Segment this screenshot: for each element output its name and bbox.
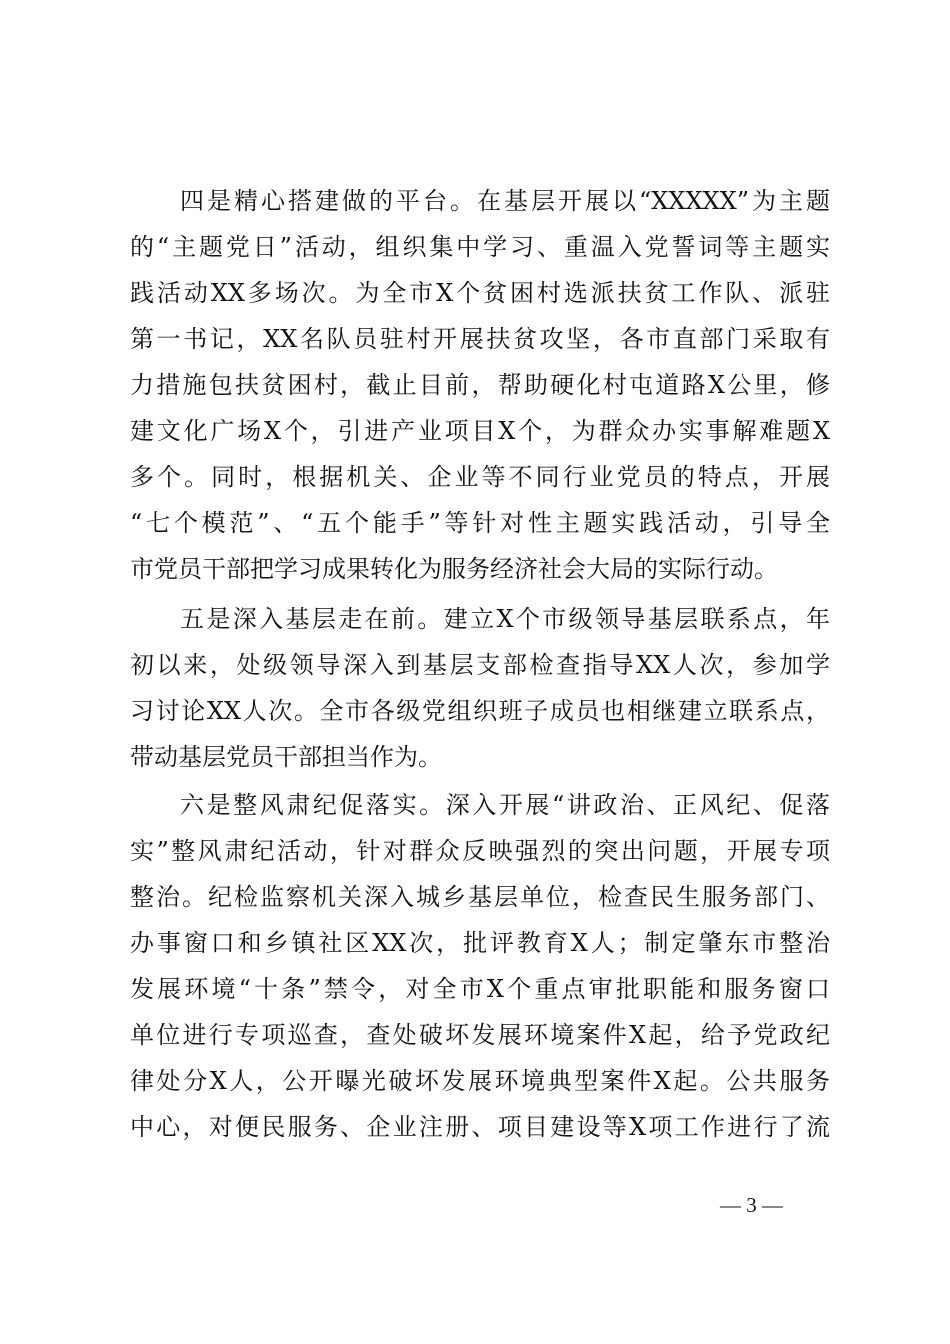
paragraph-line: 五是深入基层走在前。建立X个市级领导基层联系点，年 xyxy=(180,605,830,633)
paragraph-line: 第一书记，XX名队员驻村开展扶贫攻坚，各市直部门采取有 xyxy=(130,325,830,353)
paragraph-line: 习讨论XX人次。全市各级党组织班子成员也相继建立联系点， xyxy=(130,697,830,725)
paragraph-line: 办事窗口和乡镇社区XX次，批评教育X人；制定肇东市整治 xyxy=(130,929,830,957)
paragraph-line: 力措施包扶贫困村，截止目前，帮助硬化村屯道路X公里，修 xyxy=(130,371,830,399)
paragraph-line: 建文化广场X个，引进产业项目X个，为群众办实事解难题X xyxy=(130,417,830,445)
paragraph-line: 律处分X人，公开曝光破坏发展环境典型案件X起。公共服务 xyxy=(130,1067,830,1095)
page-number: — 3 — xyxy=(720,1193,783,1217)
paragraph-line: 实”整风肃纪活动，针对群众反映强烈的突出问题，开展专项 xyxy=(130,837,830,865)
paragraph-line: 多个。同时，根据机关、企业等不同行业党员的特点，开展 xyxy=(130,463,830,491)
paragraph-line: 带动基层党员干部担当作为。 xyxy=(130,743,442,771)
paragraph-line: 市党员干部把学习成果转化为服务经济社会大局的实际行动。 xyxy=(130,555,778,583)
paragraph-line: “七个模范”、“五个能手”等针对性主题实践活动，引导全 xyxy=(130,509,830,537)
paragraph-line: 的“主题党日”活动，组织集中学习、重温入党誓词等主题实 xyxy=(130,233,830,261)
paragraph-line: 初以来，处级领导深入到基层支部检查指导XX人次，参加学 xyxy=(130,651,830,679)
paragraph-line: 整治。纪检监察机关深入城乡基层单位，检查民生服务部门、 xyxy=(130,883,830,911)
paragraph-line: 单位进行专项巡查，查处破坏发展环境案件X起，给予党政纪 xyxy=(130,1021,830,1049)
paragraph-line: 四是精心搭建做的平台。在基层开展以“XXXXX”为主题 xyxy=(180,187,830,215)
paragraph-line: 发展环境“十条”禁令，对全市X个重点审批职能和服务窗口 xyxy=(130,975,830,1003)
paragraph-line: 六是整风肃纪促落实。深入开展“讲政治、正风纪、促落 xyxy=(180,791,830,819)
paragraph-line: 践活动XX多场次。为全市X个贫困村选派扶贫工作队、派驻 xyxy=(130,279,830,307)
paragraph-line: 中心，对便民服务、企业注册、项目建设等X项工作进行了流 xyxy=(130,1113,830,1141)
